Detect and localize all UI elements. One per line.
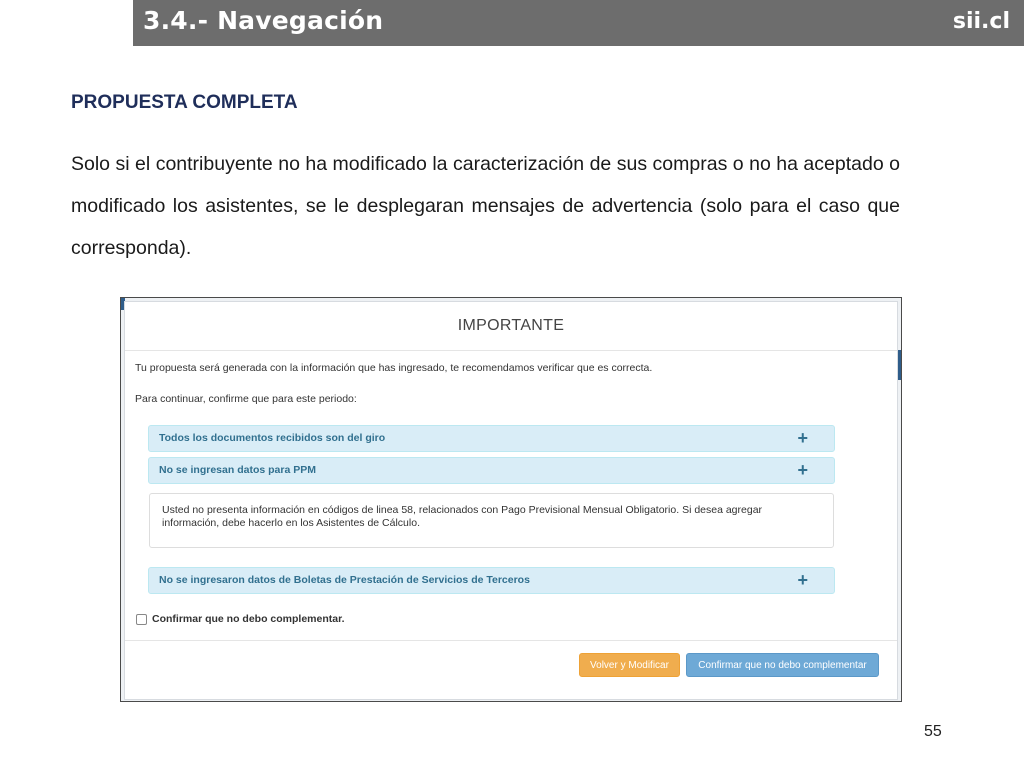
back-and-modify-button[interactable]: Volver y Modificar <box>579 653 680 677</box>
panel-documentos-giro[interactable] <box>148 425 835 452</box>
embedded-screenshot <box>120 297 902 702</box>
ppm-info-box <box>149 493 834 548</box>
confirm-no-complement-button[interactable]: Confirmar que no debo complementar <box>686 653 879 677</box>
confirm-checkbox-label[interactable]: Confirmar que no debo complementar. <box>152 613 345 625</box>
modal-intro-text: Tu propuesta será generada con la información que has ingresado, te recomendamos verificar que es correcta. <box>135 362 653 374</box>
panel-boletas-honorarios[interactable] <box>148 567 835 594</box>
panel-label: No se ingresaron datos de Boletas de Prestación de Servicios de Terceros <box>159 574 530 586</box>
panel-ppm[interactable] <box>148 457 835 484</box>
modal-prompt-text: Para continuar, confirme que para este periodo: <box>135 393 357 405</box>
expand-plus-icon[interactable]: + <box>797 428 808 448</box>
panel-label: Todos los documentos recibidos son del giro <box>159 432 386 444</box>
page-number: 55 <box>924 723 942 740</box>
expand-plus-icon[interactable]: + <box>797 460 808 480</box>
ppm-info-text: Usted no presenta información en códigos de linea 58, relacionados con Pago Previsional Mensual Obligatorio. Si desea agregar información, debe hacerlo en los Asistentes de Cálculo. <box>162 504 763 529</box>
panel-label: No se ingresan datos para PPM <box>159 464 316 476</box>
section-heading: PROPUESTA COMPLETA <box>71 92 298 113</box>
expand-plus-icon[interactable]: + <box>797 570 808 590</box>
confirm-checkbox[interactable] <box>136 614 147 625</box>
modal-title: IMPORTANTE <box>125 302 897 351</box>
sii-logo: sii.cl <box>952 9 1010 34</box>
slide-header-bar <box>133 0 1024 46</box>
important-modal <box>124 301 898 700</box>
body-paragraph: Solo si el contribuyente no ha modificado la caracterización de sus compras o no ha aceptado o modificado los asistentes, se le desplegaran mensajes de advertencia (solo para el caso que corresponda). <box>71 153 900 259</box>
confirm-checkbox-row[interactable] <box>136 611 345 627</box>
modal-footer-divider <box>125 640 897 641</box>
slide-title: 3.4.- Navegación <box>143 6 384 35</box>
